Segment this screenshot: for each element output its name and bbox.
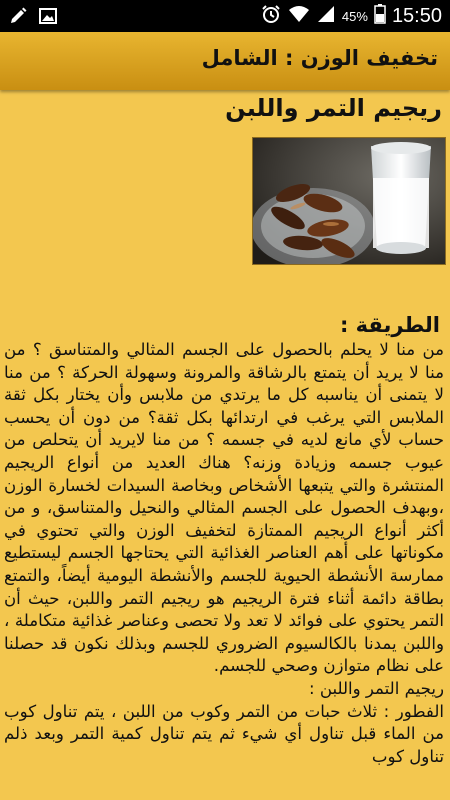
- wifi-icon: [288, 4, 310, 28]
- app-toolbar: [0, 32, 450, 90]
- paragraph-intro: من منا لا يحلم بالحصول على الجسم المثالي والمتناسق ؟ من منا لا يريد أن يتمتع بالرشاقة والمرونة وسهولة الحركة ؟ من منا لا يتمنى أن يناسبه كل ما يرتدي من ملابس وأن يختار بكل ثقة الملابس التي يرغب في ارتدائها بكل ثقة؟ من دون أن يحسب حساب لأي مانع لديه في جسمه ؟ من منا لايريد أن يتحلص من عيوب جسمه وزيادة وزنه؟ هناك العديد من أنواع الريجيم المنتشرة والتي يتبعها الأشخاص وبخاصة السيدات لخسارة الوزن ،وبهدف الحصول على الجسم المثالي والنحيل والمتناسق، و من أكثر أنواع الريجيم الممتازة لتخفيف الوزن والتي تحتوي في مكوناتها على أهم العناصر الغذائية التي يحتاجها الجسم ليستطيع ممارسة الأنشطة الحيوية للجسم والأنشطة اليومية أيضاً، والتمتع بطاقة دائمة أثناء فترة الريجيم هو ريجيم التمر واللبن، حيث أن التمر يحتوي على فوائد لا تعد ولا تحصى وعناصر غذائية متكاملة ، واللبن يمدنا بالكالسيوم الضروري للجسم وبذلك نكون قد حصلنا على نظام متوازن وصحي للجسم.: [4, 340, 444, 676]
- status-right-icons: [260, 3, 442, 29]
- image-icon: [38, 6, 58, 30]
- clock: 15:50: [391, 4, 442, 27]
- battery-percent: 45%: [341, 8, 368, 24]
- dates-and-milk-photo: [252, 137, 446, 265]
- app-title: تخفيف الوزن : الشامل: [201, 46, 438, 70]
- method-heading: الطريقة :: [339, 313, 440, 337]
- pencil-icon: [8, 6, 28, 30]
- paragraph-breakfast: الفطور : ثلاث حبات من التمر وكوب من اللبن ، يتم تناول كوب من الماء قبل تناول أي شيء ثم يتم تناول كمية التمر وبعد ذلم تناول كوب: [4, 701, 444, 766]
- battery-icon: [374, 4, 386, 28]
- status-bar: [0, 0, 450, 32]
- signal-icon: [316, 4, 336, 28]
- article-body: [4, 339, 444, 768]
- article-content[interactable]: [0, 90, 450, 800]
- alarm-icon: [260, 3, 282, 29]
- article-title: ريجيم التمر واللبن: [225, 94, 442, 122]
- status-left-icons: [8, 6, 58, 30]
- paragraph-diet-heading: ريجيم التمر واللبن :: [308, 678, 444, 698]
